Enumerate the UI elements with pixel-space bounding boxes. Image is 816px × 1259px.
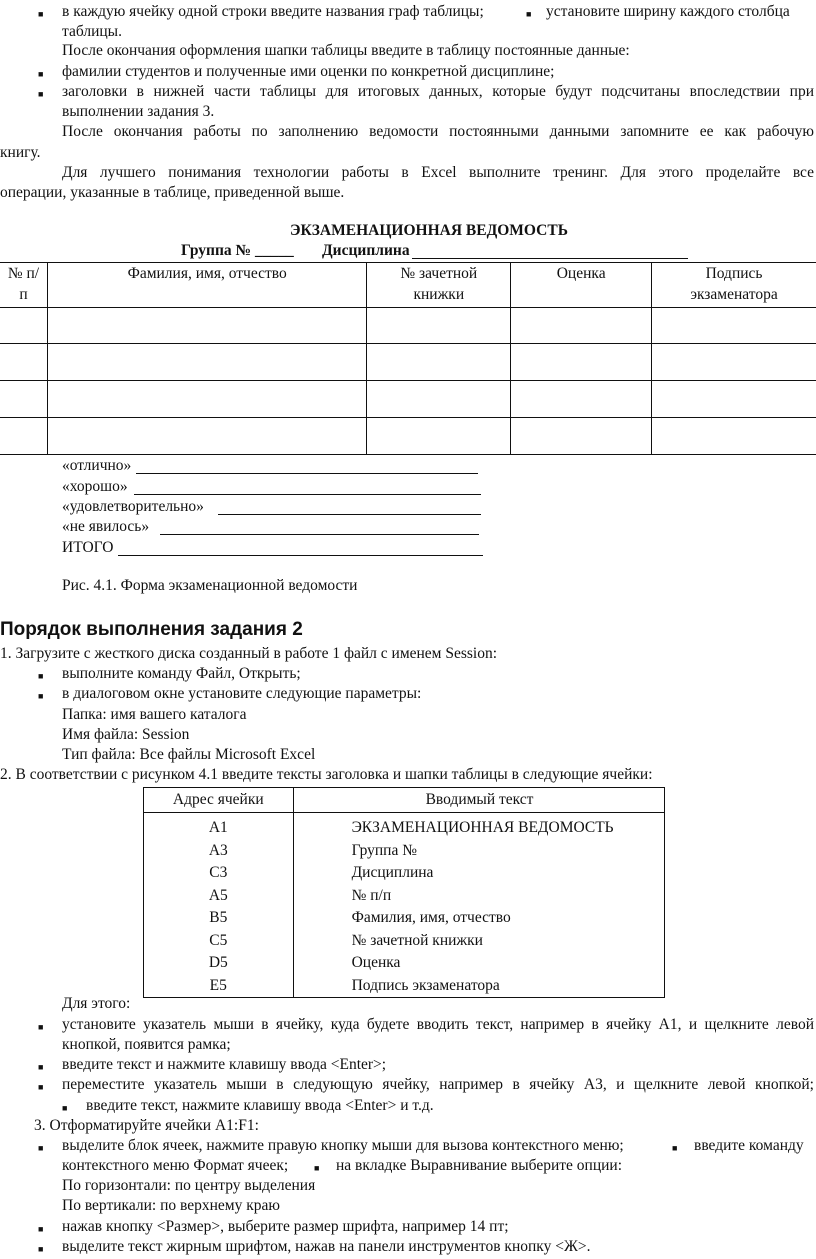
after-bullet-2: введите текст и нажмите клавишу ввода <Enter>; [62,1056,387,1073]
after-format-1a: выделите блок ячеек, нажмите правую кнопку мыши для вызова контекстного меню; [62,1137,624,1154]
cells-header-address: Адрес ячейки [144,788,294,813]
after-format-1d: на вкладке Выравнивание выберите опции: [336,1157,623,1174]
bullet-icon: ■ [38,1244,44,1254]
table-row [0,381,816,418]
form-title: ЭКЗАМЕНАЦИОННАЯ ВЕДОМОСТЬ [290,222,568,239]
summary-line [160,534,479,535]
cells-table [143,787,665,998]
summary-line [136,473,478,474]
section-heading: Порядок выполнения задания 2 [0,619,303,640]
intro-paragraph-3b: операции, указанные в таблице, приведенной выше. [0,184,345,201]
cell-address: C5 [144,930,294,953]
table-row [144,862,665,885]
bullet-icon: ■ [38,1062,44,1072]
param-filetype: Тип файла: Все файлы Microsoft Excel [62,746,316,763]
bullet-icon: ■ [38,671,44,681]
header-cell-record-book: № зачетной книжки [367,263,511,308]
figure-caption: Рис. 4.1. Форма экзаменационной ведомости [62,577,358,594]
after-format-5: выделите текст жирным шрифтом, нажав на панели инструментов кнопку <Ж>. [62,1238,591,1255]
bullet-icon: ■ [62,1103,68,1113]
discipline-label: Дисциплина [322,242,410,259]
cell-input-text: Фамилия, имя, отчество [351,909,511,927]
after-format-1c: контекстного меню Формат ячеек; [62,1157,289,1174]
summary-line [134,494,481,495]
table-row [144,952,665,975]
intro-bullet-3a: заголовки в нижней части таблицы для итоговых данных, которые будут подсчитаны впоследствии при [62,83,814,100]
intro-bullet-1a: в каждую ячейку одной строки введите названия граф таблицы; [62,3,484,20]
header-cell-grade: Оценка [511,263,652,308]
after-format-3: По вертикали: по верхнему краю [62,1197,280,1214]
table-row [0,344,816,381]
group-label: Группа № _____ [181,242,294,259]
bullet-icon: ■ [38,69,44,79]
header-cell-signature: Подпись экзаменатора [652,263,816,308]
step-1-bullet-2: в диалоговом окне установите следующие параметры: [62,685,422,702]
bullet-icon: ■ [38,89,44,99]
bullet-icon: ■ [672,1143,678,1153]
summary-line [218,514,481,515]
cell-input-text: ЭКЗАМЕНАЦИОННАЯ ВЕДОМОСТЬ [351,819,614,837]
cell-address: A5 [144,885,294,908]
after-bullet-1a: установите указатель мыши в ячейку, куда будете вводить текст, например в ячейку А1, и щелкните левой [62,1016,814,1033]
table-row [144,975,665,998]
summary-absent: «не явилось» [62,518,150,535]
cell-input-text: № п/п [351,886,392,904]
after-format-1b: введите команду [694,1137,804,1154]
cell-input-text: Оценка [351,954,401,972]
cells-header-text: Вводимый текст [293,788,664,813]
cell-address: E5 [144,975,294,998]
intro-bullet-3b: выполнении задания 3. [62,103,215,120]
intro-bullet-2: фамилии студентов и полученные ими оценки по конкретной дисциплине; [62,63,555,80]
header-cell-number: № п/ п [0,263,47,308]
after-format-4: нажав кнопку <Размер>, выберите размер шрифта, например 14 пт; [62,1218,509,1235]
table-row [144,930,665,953]
table-row [144,840,665,863]
cell-input-text: Подпись экзаменатора [351,976,500,994]
table-row [144,813,665,840]
bullet-icon: ■ [38,1082,44,1092]
after-bullet-1b: кнопкой, появится рамка; [62,1036,231,1053]
intro-bullet-1b: установите ширину каждого столбца [546,3,790,20]
bullet-icon: ■ [38,9,44,19]
summary-excellent: «отлично» [62,457,132,474]
cell-address: D5 [144,952,294,975]
table-row [144,907,665,930]
intro-paragraph-3a: Для лучшего понимания технологии работы в Excel выполните тренинг. Для этого проделайте все [62,164,814,181]
cell-input-text: № зачетной книжки [351,931,483,949]
cell-address: C3 [144,862,294,885]
after-bullet-3: переместите указатель мыши в следующую ячейку, например в ячейку А3, и щелкните левой кнопкой; [62,1076,814,1093]
header-cell-name: Фамилия, имя, отчество [47,263,366,308]
bullet-icon: ■ [38,1143,44,1153]
bullet-icon: ■ [526,9,532,19]
step-1: 1. Загрузите с жесткого диска созданный в работе 1 файл с именем Session: [0,645,498,662]
param-folder: Папка: имя вашего каталога [62,706,247,723]
bullet-icon: ■ [314,1163,320,1173]
step-1-bullet-1: выполните команду Файл, Открыть; [62,665,301,682]
bullet-icon: ■ [38,691,44,701]
cell-address: A3 [144,840,294,863]
cell-input-text: Дисциплина [351,864,434,882]
discipline-underline [412,258,688,259]
exam-sheet-table [0,262,816,455]
after-format-2: По горизонтали: по центру выделения [62,1177,316,1194]
table-row [144,885,665,908]
after-bullet-4: введите текст, нажмите клавишу ввода <Enter> и т.д. [86,1097,434,1114]
bullet-icon: ■ [38,1224,44,1234]
intro-paragraph-2b: книгу. [0,144,41,161]
table-row [0,418,816,455]
cell-address: B5 [144,907,294,930]
summary-good: «хорошо» [62,478,128,495]
for-this-label: Для этого: [62,995,131,1012]
summary-total: ИТОГО [62,539,114,556]
table-row [0,308,816,344]
intro-paragraph-2a: После окончания работы по заполнению ведомости постоянными данными запомните ее как рабочую [62,123,814,140]
intro-bullet-1c: таблицы. [62,23,122,40]
bullet-icon: ■ [38,1022,44,1032]
param-filename: Имя файла: Session [62,726,190,743]
summary-satisfactory: «удовлетворительно» [62,498,204,515]
cell-input-text: Группа № [351,841,417,859]
step-3: 3. Отформатируйте ячейки A1:F1: [34,1117,259,1134]
cell-address: A1 [144,813,294,840]
step-2: 2. В соответствии с рисунком 4.1 введите тексты заголовка и шапки таблицы в следующие ячейки: [0,766,653,783]
intro-paragraph-1: После окончания оформления шапки таблицы введите в таблицу постоянные данные: [62,42,630,59]
summary-line [118,555,483,556]
